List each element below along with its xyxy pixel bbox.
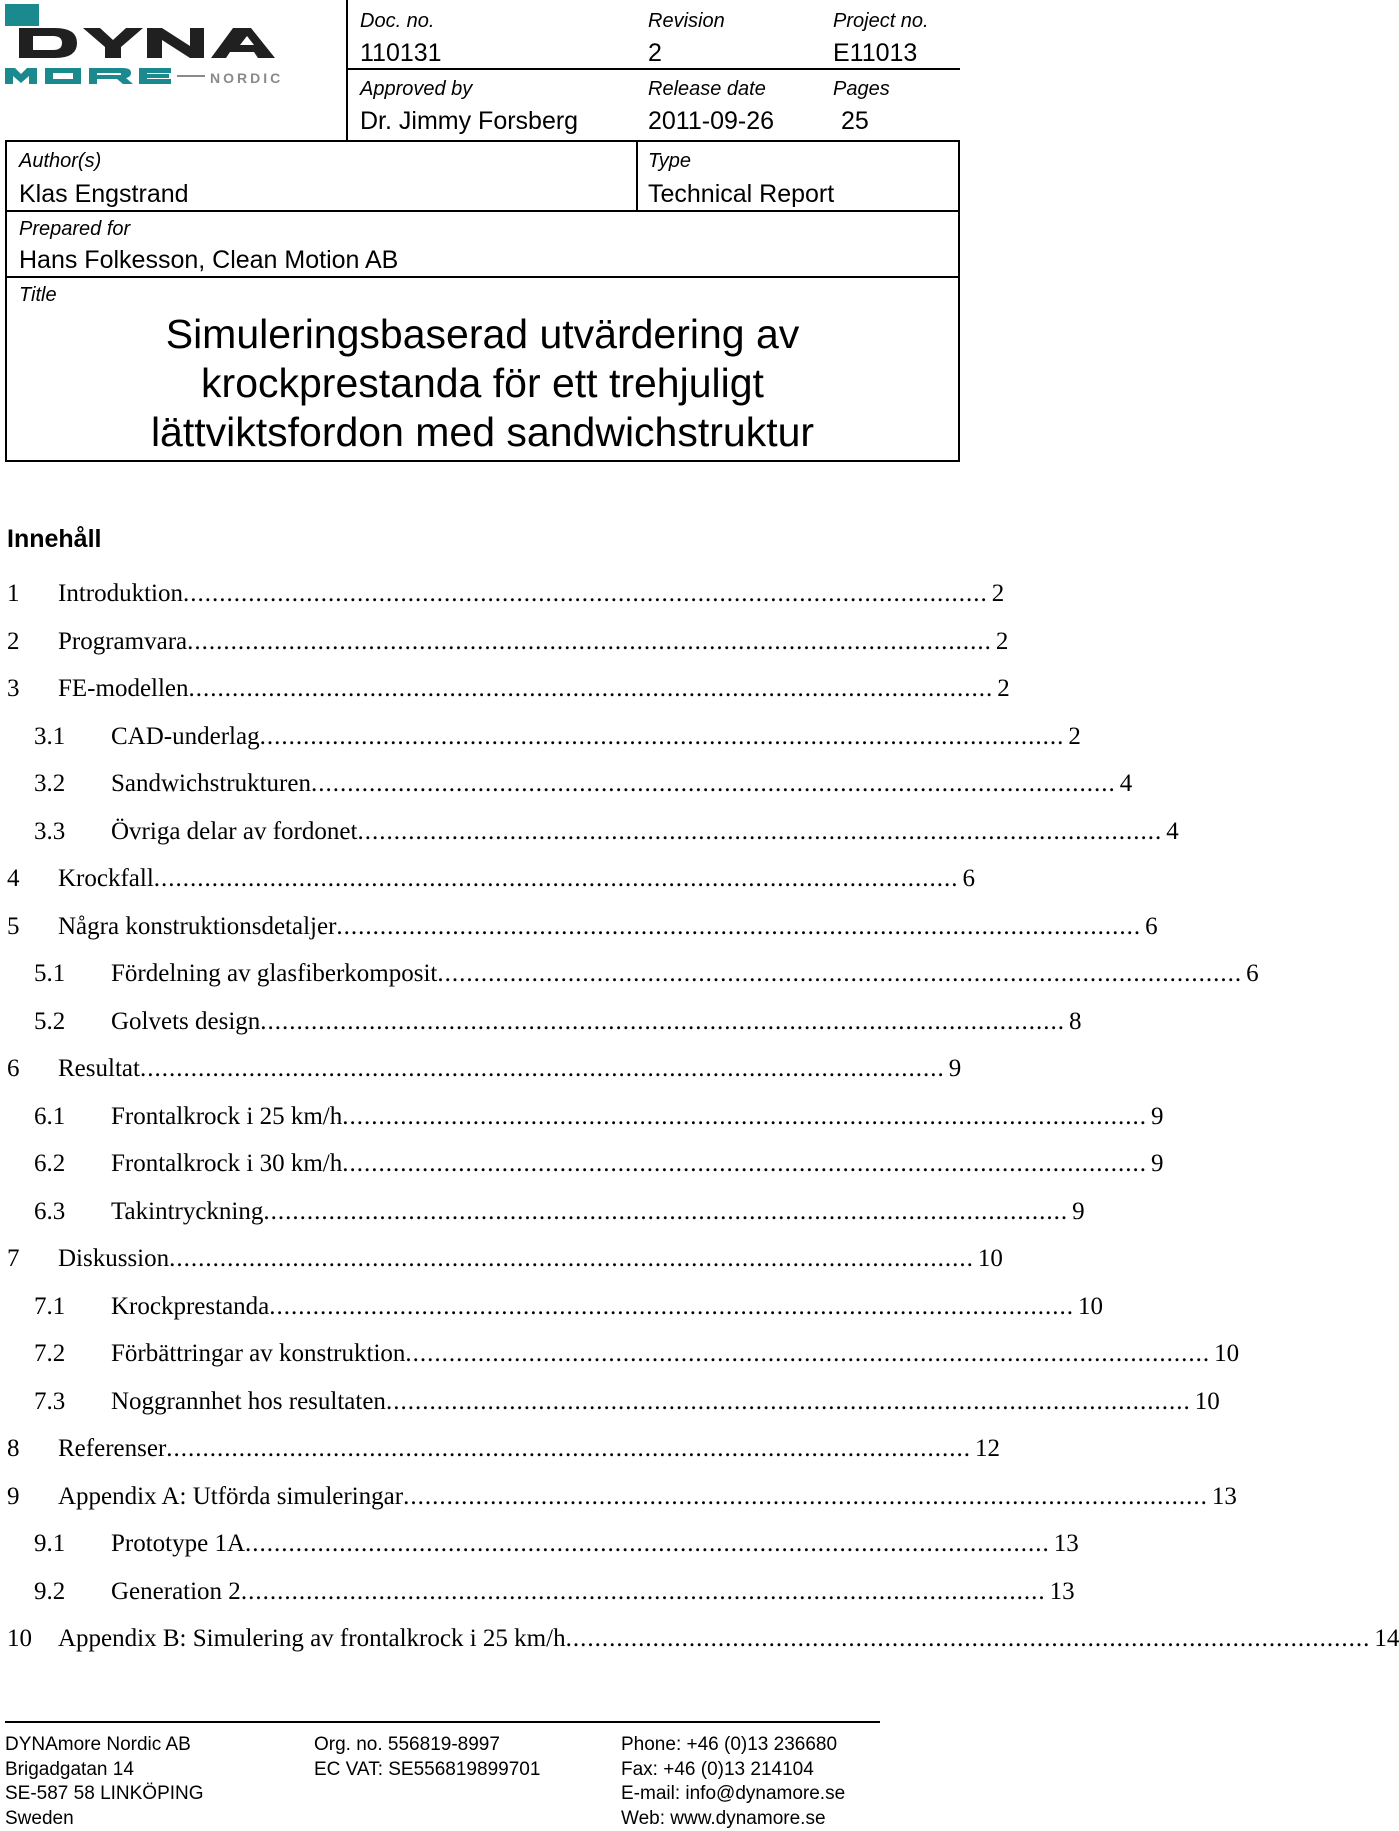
toc-entry-leader: ............................................................................................................... <box>169 1245 974 1272</box>
toc-entry-line <box>58 1625 1399 1653</box>
toc-entry[interactable] <box>0 1435 1001 1475</box>
toc-entry-title: Krockfall <box>58 865 154 892</box>
title-label: Title <box>19 284 57 306</box>
horizontal-rule <box>5 140 960 142</box>
svg-text:NORDIC: NORDIC <box>210 70 284 86</box>
toc-entry-number: 1 <box>7 580 20 607</box>
toc-entry-line <box>58 675 1010 703</box>
dynamore-nordic-logo <box>5 2 325 86</box>
toc-entry-leader: ............................................................................................................... <box>357 817 1163 845</box>
toc-entry[interactable] <box>0 1055 960 1095</box>
toc-entry-line <box>111 817 1179 846</box>
revision-label: Revision <box>648 10 725 32</box>
toc-entry-leader: ............................................................................................................... <box>565 1625 1371 1652</box>
authors-value: Klas Engstrand <box>19 180 189 208</box>
toc-entry-number: 5 <box>7 912 20 940</box>
toc-entry[interactable] <box>0 865 976 905</box>
toc-entry[interactable] <box>0 770 1133 810</box>
toc-entry-title: Golvets design <box>111 1007 261 1035</box>
toc-entry-page: 10 <box>1194 1387 1220 1415</box>
toc-entry-page: 10 <box>1078 1292 1104 1320</box>
doc-no-label: Doc. no. <box>360 10 435 32</box>
toc-entry-page: 10 <box>977 1245 1003 1272</box>
toc-entry-page: 10 <box>1214 1340 1240 1367</box>
toc-entry-page: 13 <box>1211 1482 1237 1510</box>
toc-entry-number: 7.2 <box>34 1340 66 1367</box>
toc-entry-number: 3 <box>7 675 20 702</box>
footer-phone: Phone: +46 (0)13 236680 <box>621 1734 838 1755</box>
release-date-label: Release date <box>648 78 766 100</box>
toc-entry[interactable] <box>0 1625 1399 1665</box>
toc-entry-leader: ............................................................................................................... <box>342 1102 1147 1130</box>
toc-entry[interactable] <box>0 627 1009 668</box>
toc-entry[interactable] <box>0 1245 1003 1285</box>
toc-entry-title: Generation 2 <box>111 1577 241 1605</box>
toc-entry-leader: ............................................................................................................... <box>240 1577 1046 1605</box>
toc-entry-leader: ............................................................................................................... <box>245 1530 1050 1557</box>
toc-entry-leader: ............................................................................................................... <box>139 1055 945 1082</box>
doc-no-value: 110131 <box>360 39 442 67</box>
release-date-value: 2011-09-26 <box>648 107 775 135</box>
footer-org-no: Org. no. 556819-8997 <box>314 1734 500 1755</box>
document-title <box>5 310 960 457</box>
toc-entry-number: 6.3 <box>34 1197 66 1225</box>
toc-entry-line <box>58 1245 1003 1273</box>
toc-entry-line <box>111 1197 1085 1226</box>
toc-entry-page: 9 <box>1072 1197 1085 1225</box>
toc-entry-page: 9 <box>948 1055 962 1082</box>
footer-registration <box>314 1733 540 1782</box>
toc-entry-title: Prototype 1A <box>111 1530 246 1557</box>
toc-entry-number: 5.2 <box>34 1007 66 1035</box>
toc-entry-leader: ............................................................................................................... <box>259 722 1065 750</box>
toc-entry-page: 8 <box>1069 1007 1082 1035</box>
title-line-1: Simuleringsbaserad utvärdering av <box>165 311 800 357</box>
toc-entry[interactable] <box>0 1577 1075 1618</box>
toc-entry-title: Några konstruktionsdetaljer <box>58 912 337 940</box>
toc-entry[interactable] <box>0 960 1259 1000</box>
toc-entry-number: 9.2 <box>34 1577 66 1605</box>
toc-entry-page: 13 <box>1049 1577 1075 1605</box>
toc-entry-title: Frontalkrock i 30 km/h <box>111 1150 343 1177</box>
footer-web: Web: www.dynamore.se <box>621 1807 826 1829</box>
toc-entry-title: CAD-underlag <box>111 722 260 750</box>
toc-entry[interactable] <box>0 1150 1164 1190</box>
toc-entry-line <box>111 1292 1104 1321</box>
footer-company: DYNAmore Nordic AB <box>5 1734 191 1755</box>
toc-entry-line <box>111 1340 1240 1368</box>
toc-entry-leader: ............................................................................................................... <box>187 627 992 655</box>
toc-entry-number: 6.1 <box>34 1102 66 1130</box>
toc-entry-page: 12 <box>975 1435 1001 1462</box>
title-line-3: lättviktsfordon med sandwichstruktur <box>150 409 815 455</box>
document-header <box>5 0 960 465</box>
footer-vat: EC VAT: SE556819899701 <box>314 1758 541 1780</box>
vertical-rule <box>346 0 348 142</box>
horizontal-rule <box>346 68 960 70</box>
toc-entry-line <box>111 1387 1220 1416</box>
revision-value: 2 <box>648 39 662 67</box>
title-line-2: krockprestanda för ett trehjuligt <box>201 360 764 406</box>
toc-entry-leader: ............................................................................................................... <box>403 1482 1208 1510</box>
toc-entry-title: FE-modellen <box>58 675 189 702</box>
type-label: Type <box>648 150 691 172</box>
toc-entry-page: 6 <box>1145 912 1158 940</box>
toc-entry-number: 5.1 <box>34 960 66 987</box>
toc-entry[interactable] <box>0 912 1158 953</box>
footer-country: Sweden <box>5 1807 74 1829</box>
toc-entry[interactable] <box>0 1387 1220 1428</box>
toc-entry-page: 4 <box>1119 770 1133 797</box>
toc-entry-line <box>111 960 1259 988</box>
toc-entry[interactable] <box>0 1007 1082 1048</box>
toc-entry-leader: ............................................................................................................... <box>188 675 994 702</box>
toc-entry[interactable] <box>0 1340 1240 1380</box>
toc-entry-page: 2 <box>991 580 1005 607</box>
footer-contact <box>621 1733 845 1831</box>
toc-entry[interactable] <box>0 1482 1237 1523</box>
toc-entry-page: 13 <box>1053 1530 1079 1557</box>
horizontal-rule <box>5 276 960 278</box>
toc-entry-line <box>111 1007 1082 1036</box>
toc-entry-number: 7.1 <box>34 1292 66 1320</box>
toc-entry-title: Förbättringar av konstruktion <box>111 1340 406 1367</box>
toc-entry-title: Sandwichstrukturen <box>111 770 311 797</box>
toc-entry-line <box>111 1530 1079 1558</box>
toc-entry-number: 10 <box>7 1625 32 1652</box>
toc-entry-title: Övriga delar av fordonet <box>111 817 358 845</box>
approved-by-label: Approved by <box>360 78 473 100</box>
toc-entry-page: 14 <box>1374 1625 1399 1652</box>
toc-entry-title: Introduktion <box>58 580 183 607</box>
toc-entry-leader: ............................................................................................................... <box>269 1292 1075 1320</box>
toc-entry-number: 3.1 <box>34 722 66 750</box>
toc-entry-number: 2 <box>7 627 20 655</box>
toc-entry-page: 4 <box>1166 817 1179 845</box>
toc-entry-leader: ............................................................................................................... <box>183 580 988 607</box>
toc-entry-title: Krockprestanda <box>111 1292 270 1320</box>
toc-entry-line <box>58 1055 962 1083</box>
toc-entry-number: 6.2 <box>34 1150 66 1177</box>
toc-entry-line <box>58 1482 1237 1511</box>
footer-email: E-mail: info@dynamore.se <box>621 1783 846 1804</box>
toc-entry-leader: ............................................................................................................... <box>336 912 1142 940</box>
toc-entry-line <box>58 627 1009 656</box>
toc-entry-leader: ............................................................................................................... <box>310 770 1116 797</box>
toc-entry-line <box>58 1435 1001 1463</box>
toc-entry-title: Appendix A: Utförda simuleringar <box>58 1482 404 1510</box>
toc-entry-number: 7.3 <box>34 1387 66 1415</box>
type-value: Technical Report <box>648 180 835 208</box>
toc-entry-leader: ............................................................................................................... <box>437 960 1243 987</box>
toc-entry[interactable] <box>0 1197 1085 1238</box>
toc-entry-line <box>58 580 1005 608</box>
toc-entry-number: 3.2 <box>34 770 66 797</box>
toc-entry[interactable] <box>0 1102 1164 1143</box>
toc-entry-number: 7 <box>7 1245 20 1272</box>
pages-label: Pages <box>833 78 890 100</box>
toc-entry-line <box>111 1150 1164 1178</box>
toc-entry-title: Fördelning av glasfiberkomposit <box>111 960 438 987</box>
horizontal-rule <box>5 460 960 462</box>
toc-entry-line <box>111 770 1133 798</box>
footer-city: SE-587 58 LINKÖPING <box>5 1783 204 1804</box>
toc-entry[interactable] <box>0 722 1081 763</box>
toc-entry-page: 9 <box>1150 1102 1164 1130</box>
toc-entry-number: 9 <box>7 1482 20 1510</box>
toc-entry-leader: ............................................................................................................... <box>385 1387 1191 1415</box>
toc-entry-number: 6 <box>7 1055 20 1082</box>
toc-entry-title: Programvara <box>58 627 188 655</box>
toc-entry-title: Appendix B: Simulering av frontalkrock i 25 km/h <box>58 1625 566 1652</box>
toc-entry-page: 6 <box>962 865 976 892</box>
toc-entry-number: 8 <box>7 1435 20 1462</box>
toc-entry[interactable] <box>0 1292 1104 1333</box>
toc-entry[interactable] <box>0 1530 1079 1570</box>
prepared-for-label: Prepared for <box>19 218 131 240</box>
toc-entry-leader: ............................................................................................................... <box>342 1150 1147 1177</box>
toc-entry-title: Takintryckning <box>111 1197 264 1225</box>
toc-entry-title: Frontalkrock i 25 km/h <box>111 1102 343 1130</box>
footer-rule <box>5 1721 880 1723</box>
toc-entry-line <box>58 912 1158 941</box>
toc-entry-number: 9.1 <box>34 1530 66 1557</box>
toc-entry-page: 2 <box>995 627 1009 655</box>
toc-entry-leader: ............................................................................................................... <box>166 1435 972 1462</box>
project-no-value: E11013 <box>833 39 918 67</box>
footer-fax: Fax: +46 (0)13 214104 <box>621 1758 814 1780</box>
toc-entry-title: Referenser <box>58 1435 167 1462</box>
toc-entry-title: Resultat <box>58 1055 140 1082</box>
project-no-label: Project no. <box>833 10 929 32</box>
toc-entry[interactable] <box>0 580 1005 620</box>
toc-entry-leader: ............................................................................................................... <box>153 865 959 892</box>
toc-entry-leader: ............................................................................................................... <box>405 1340 1211 1367</box>
prepared-for-value: Hans Folkesson, Clean Motion AB <box>19 246 399 274</box>
toc-entry-line <box>111 1102 1164 1131</box>
authors-label: Author(s) <box>19 150 102 172</box>
pages-value: 25 <box>841 107 869 135</box>
toc-entry-line <box>58 865 976 893</box>
toc-entry-page: 2 <box>1068 722 1081 750</box>
toc-entry[interactable] <box>0 675 1010 715</box>
toc-entry-page: 2 <box>997 675 1010 702</box>
footer-address <box>5 1733 204 1831</box>
toc-entry-title: Noggrannhet hos resultaten <box>111 1387 386 1415</box>
toc-entry-leader: ............................................................................................................... <box>260 1007 1066 1035</box>
toc-entry-page: 6 <box>1246 960 1259 987</box>
toc-entry-line <box>111 1577 1075 1606</box>
footer-street: Brigadgatan 14 <box>5 1758 134 1780</box>
horizontal-rule <box>5 210 960 212</box>
toc-entry-leader: ............................................................................................................... <box>263 1197 1069 1225</box>
toc-entry-page: 9 <box>1150 1150 1164 1177</box>
vertical-rule <box>636 140 638 212</box>
toc-entry-number: 4 <box>7 865 20 892</box>
toc-entry-line <box>111 722 1081 751</box>
toc-entry-number: 3.3 <box>34 817 66 845</box>
approved-by-value: Dr. Jimmy Forsberg <box>360 107 579 135</box>
toc-entry-title: Diskussion <box>58 1245 170 1272</box>
toc-heading: Innehåll <box>7 525 102 553</box>
toc-entry[interactable] <box>0 817 1179 858</box>
